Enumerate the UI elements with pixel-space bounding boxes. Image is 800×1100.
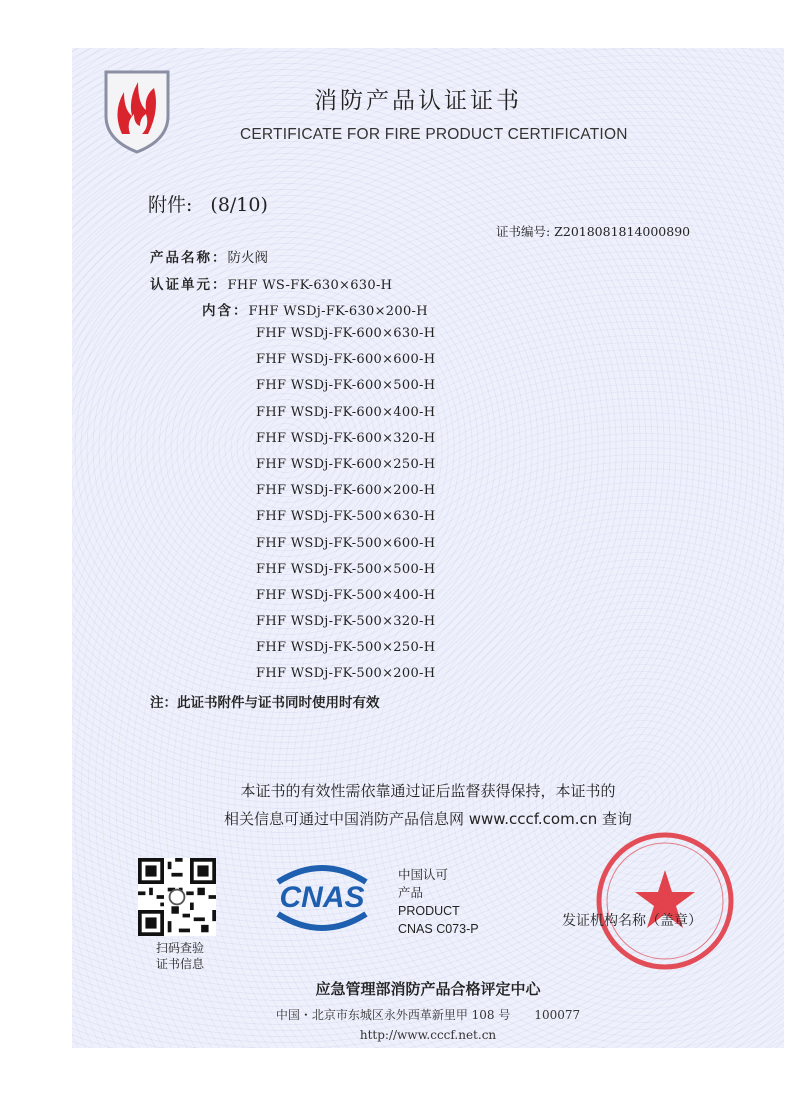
certificate-number: 证书编号: Z2018081814000890 bbox=[496, 224, 691, 239]
product-name-label: 产品名称： bbox=[150, 250, 228, 266]
cert-unit-row bbox=[150, 273, 392, 293]
contents-item: FHF WSDj-FK-630×200-H bbox=[248, 304, 428, 319]
contents-item: FHF WSDj-FK-600×600-H bbox=[256, 352, 436, 368]
contents-list bbox=[256, 326, 435, 693]
contents-label: 内含： bbox=[202, 303, 249, 319]
qr-caption bbox=[152, 940, 208, 972]
cnas-logo-icon bbox=[260, 860, 384, 936]
official-seal-icon bbox=[590, 826, 740, 976]
cnas-line: 产品 bbox=[398, 886, 424, 900]
validity-note: 注：此证书附件与证书同时使用时有效 bbox=[150, 695, 380, 711]
product-name-row bbox=[150, 246, 268, 266]
qr-code-icon[interactable] bbox=[138, 858, 216, 936]
contents-item: FHF WSDj-FK-600×500-H bbox=[256, 378, 436, 394]
validity-statement-line1: 本证书的有效性需依靠通过证后监督获得保持，本证书的 bbox=[240, 782, 616, 800]
contents-item: FHF WSDj-FK-500×320-H bbox=[256, 614, 436, 630]
certificate-sheet bbox=[72, 48, 784, 1048]
attachment-label: 附件: bbox=[148, 194, 193, 216]
cnas-line: PRODUCT bbox=[398, 904, 460, 918]
issuer-website[interactable]: http://www.cccf.net.cn bbox=[359, 1028, 497, 1042]
issuing-center-name: 应急管理部消防产品合格评定中心 bbox=[315, 980, 541, 998]
title-english: CERTIFICATE FOR FIRE PRODUCT CERTIFICATION bbox=[240, 126, 628, 143]
contents-item: FHF WSDj-FK-600×630-H bbox=[256, 326, 436, 341]
contents-item: FHF WSDj-FK-500×500-H bbox=[256, 561, 436, 577]
contents-item: FHF WSDj-FK-500×200-H bbox=[256, 666, 436, 682]
cert-unit-value: FHF WS-FK-630×630-H bbox=[227, 278, 393, 293]
qr-caption-line: 扫码查验 bbox=[155, 941, 204, 955]
attachment-indicator bbox=[148, 190, 268, 217]
attachment-value: (8/10) bbox=[210, 194, 268, 216]
cnas-accreditation-text bbox=[398, 866, 479, 938]
contents-item: FHF WSDj-FK-500×400-H bbox=[256, 587, 436, 603]
contents-first-row bbox=[202, 299, 428, 319]
contents-item: FHF WSDj-FK-500×250-H bbox=[256, 640, 436, 656]
cert-unit-label: 认证单元： bbox=[150, 277, 228, 293]
contents-item: FHF WSDj-FK-600×250-H bbox=[256, 456, 436, 472]
qr-caption-line: 证书信息 bbox=[155, 957, 204, 971]
fire-product-logo-icon bbox=[100, 64, 174, 154]
issuer-address: 中国・北京市东城区永外西革新里甲 108 号 100077 bbox=[275, 1008, 581, 1022]
product-name-value: 防火阀 bbox=[227, 250, 268, 266]
contents-item: FHF WSDj-FK-600×200-H bbox=[256, 483, 436, 499]
contents-item: FHF WSDj-FK-500×630-H bbox=[256, 509, 436, 525]
cnas-line: 中国认可 bbox=[398, 868, 449, 882]
cnas-logo-text: CNAS bbox=[279, 881, 365, 914]
contents-item: FHF WSDj-FK-500×600-H bbox=[256, 535, 436, 551]
validity-statement-line2: 相关信息可通过中国消防产品信息网 www.cccf.com.cn 查询 bbox=[224, 810, 632, 828]
issuer-label: 发证机构名称（盖章） bbox=[562, 913, 702, 929]
contents-item: FHF WSDj-FK-600×320-H bbox=[256, 430, 436, 446]
cnas-line: CNAS C073-P bbox=[398, 922, 479, 936]
contents-item: FHF WSDj-FK-600×400-H bbox=[256, 404, 436, 420]
title-chinese: 消防产品认证证书 bbox=[314, 88, 522, 114]
